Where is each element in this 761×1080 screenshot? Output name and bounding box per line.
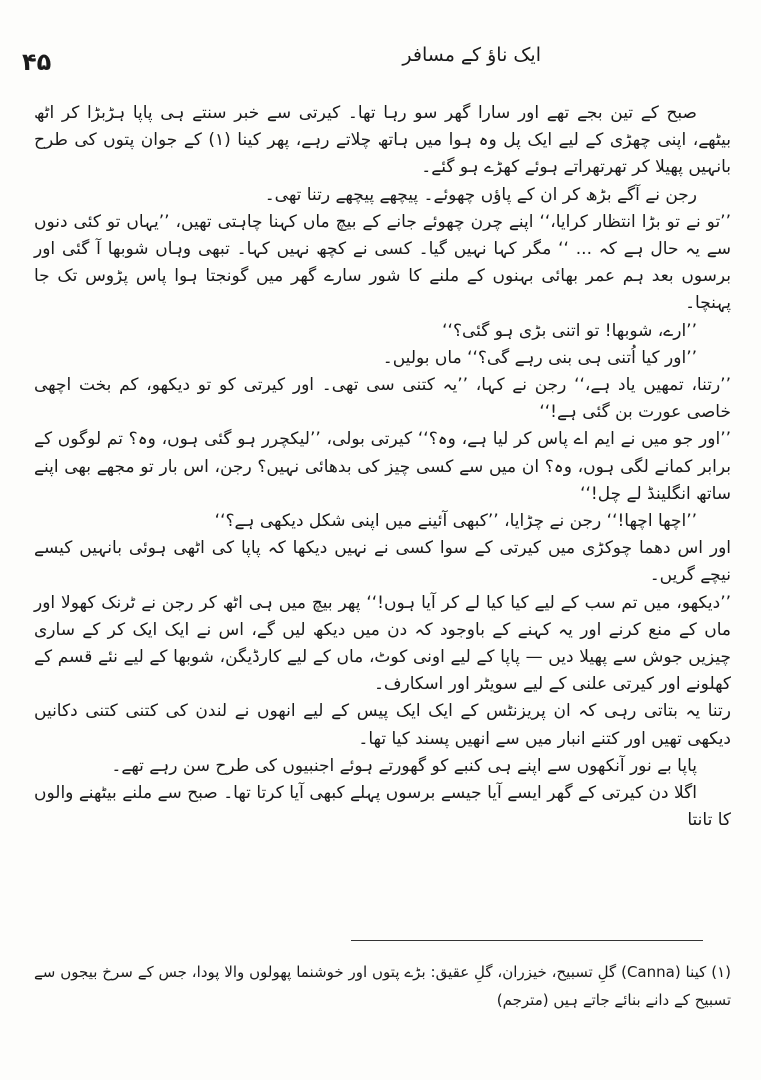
paragraph: پاپا بے نور آنکھوں سے اپنے ہی کنبے کو گھورتے ہوئے اجنبیوں کی طرح سن رہے تھے۔ <box>111 755 697 776</box>
footnote-text: (۱) کینا (Canna) گلِ تسبیح، خیزران، گلِ عقیق: بڑے پتوں اور خوشنما پھولوں والا پودا، جس کے سرخ بیجوں سے تسبیح کے دانے بنائے جاتے ہیں (مترجم) <box>34 963 731 1009</box>
paragraph: ’’اچھا اچھا!‘‘ رجن نے چڑایا، ’’کبھی آئینے میں اپنی شکل دیکھی ہے؟‘‘ <box>214 511 697 532</box>
paragraph: ’’تو نے تو بڑا انتظار کرایا،‘‘ اپنے چرن چھوئے جانے کے بیچ ماں کہنا چاہتی تھیں، ’’یہاں تو کئی دنوں سے یہ حال ہے کہ ... ‘‘ مگر کہا نہیں گیا۔ کسی نے کچھ نہیں کہا۔ تبھی وہاں شوبھا آ گئی اور برسوں بعد ہم عمر بھائی بہنوں کے ملنے کا شور سارے گھر میں گونجتا ہوا پاس پڑوس تک جا پہنچا۔ <box>34 211 731 314</box>
paragraph: ’’ارے، شوبھا! تو اتنی بڑی ہو گئی؟‘‘ <box>442 320 697 341</box>
paragraph: صبح کے تین بجے تھے اور سارا گھر سو رہا تھا۔ کیرتی سے خبر سنتے ہی پاپا ہڑبڑا کر اٹھ بیٹھے، اپنی چھڑی کے لیے ایک پل وہ ہوا میں ہاتھ چلاتے رہے، پھر کینا (۱) کے جوان پتوں کی طرح بانہیں پھیلا کر تھرتھراتے ہوئے کھڑے ہو گئے۔ <box>34 103 731 178</box>
footnote-divider <box>351 940 703 941</box>
paragraph: رتنا یہ بتاتی رہی کہ ان پریزنٹس کے ایک ایک پیس کے لیے انھوں نے لندن کی کتنی کتنی دکانیں دیکھی تھیں اور کتنے انبار میں سے انھیں پسند کیا تھا۔ <box>34 701 731 749</box>
running-header-title: ایک ناؤ کے مسافر <box>402 44 541 66</box>
paragraph: اور اس دھما چوکڑی میں کیرتی کے سوا کسی نے نہیں دیکھا کہ پاپا کی اٹھی ہوئی بانہیں کیسے نیچے گریں۔ <box>34 538 731 586</box>
page-number: ۴۵ <box>22 48 52 76</box>
paragraph: ’’دیکھو، میں تم سب کے لیے کیا کیا لے کر آیا ہوں!‘‘ پھر بیچ میں ہی اٹھ کر رجن نے ٹرنک کھولا اور ماں کے منع کرنے اور یہ کہنے کے باوجود کہ دن میں دیکھ لیں گے، اس نے ایک ایک کر کے ساری چیزیں جوش سے پھیلا دیں — پاپا کے لیے اونی کوٹ، ماں کے لیے کارڈیگن، شوبھا کے لیے نئے قسم کے کھلونے اور کیرتی علنی کے لیے سویٹر اور اسکارف۔ <box>34 592 731 695</box>
paragraph: اگلا دن کیرتی کے گھر ایسے آیا جیسے برسوں پہلے کبھی آیا کرتا تھا۔ صبح سے ملنے بیٹھنے والوں کا تانتا <box>34 783 731 831</box>
paragraph: رجن نے آگے بڑھ کر ان کے پاؤں چھوئے۔ پیچھے پیچھے رتنا تھی۔ <box>264 184 697 205</box>
paragraph: ’’اور کیا اُتنی ہی بنی رہے گی؟‘‘ ماں بولیں۔ <box>382 347 697 368</box>
paragraph: ’’اور جو میں نے ایم اے پاس کر لیا ہے، وہ؟‘‘ کیرتی بولی، ’’لیکچرر ہو گئی ہوں، وہ؟ تم لوگوں کے برابر کمانے لگی ہوں، وہ؟ ان میں سے کسی چیز کی بدھائی نہیں؟ رجن، اس بار تو مجھے بھی اپنے ساتھ انگلینڈ لے چل!‘‘ <box>34 429 731 504</box>
footnote <box>34 958 731 1014</box>
paragraph: ’’رتنا، تمھیں یاد ہے،‘‘ رجن نے کہا، ’’یہ کتنی سی تھی۔ اور کیرتی کو تو دیکھو، کم بخت اچھی خاصی عورت بن گئی ہے!‘‘ <box>34 375 731 423</box>
body-text <box>34 100 731 834</box>
